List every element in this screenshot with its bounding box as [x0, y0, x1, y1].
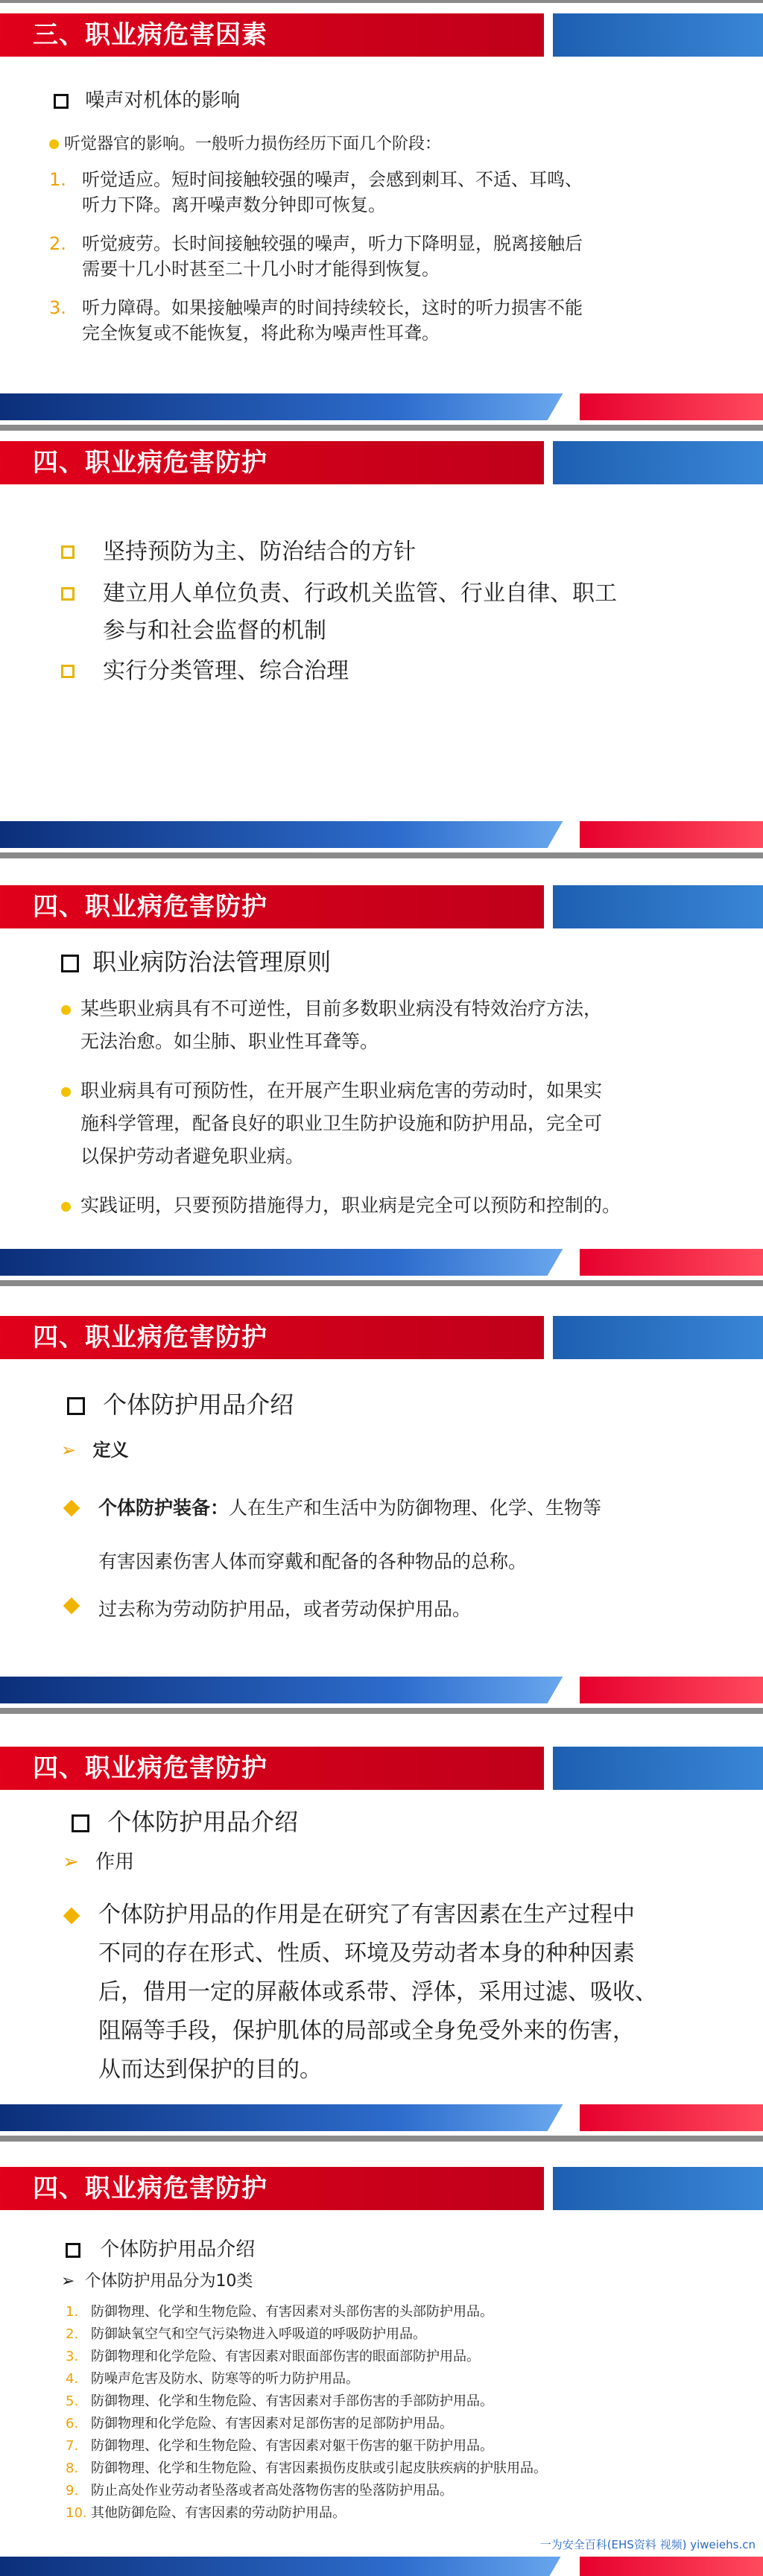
checkbox-square-icon [61, 955, 79, 972]
checkbox-square-icon [54, 94, 69, 109]
list-item: 2. 防御缺氧空气和空气污染物进入呼吸道的呼吸防护用品。 [66, 2326, 426, 2342]
list-item: 3. 防御物理和化学危险、有害因素对眼面部伤害的眼面部防护用品。 [66, 2349, 480, 2364]
subtitle: 噪声对机体的影响 [54, 85, 240, 113]
slide-6 [0, 2142, 763, 2576]
bullet-square-icon [61, 545, 75, 559]
chevron-right-icon: ➢ [63, 1851, 79, 1873]
slide-header [0, 441, 763, 484]
slide-footer-bar [0, 821, 763, 848]
slide-header [0, 13, 763, 57]
slide-title: 四、职业病危害防护 [33, 2174, 267, 2203]
slide-header [0, 1316, 763, 1359]
list-item: 某些职业病具有不可逆性，目前多数职业病没有特效治疗方法， 无法治愈。如尘肺、职业性耳聋等。 [61, 993, 71, 1025]
checkbox-square-icon [67, 1397, 85, 1415]
slide-footer-bar [0, 1677, 763, 1703]
category-list [66, 2301, 547, 2525]
bullet-square-icon [61, 587, 75, 601]
slide-header [0, 2167, 763, 2210]
intro-line: 听觉器官的影响。一般听力损伤经历下面几个阶段： [49, 131, 441, 154]
list-item: 9. 防止高处作业劳动者坠落或者高处落物伤害的坠落防护用品。 [66, 2483, 453, 2499]
bullet-dot-icon [49, 139, 59, 149]
diamond-bullet-icon [63, 1598, 80, 1615]
chevron-label: ➢ 个体防护用品分为10类 [61, 2272, 253, 2291]
slide-title: 四、职业病危害防护 [33, 1753, 267, 1783]
list-item: 过去称为劳动防护用品，或者劳动保护用品。 [66, 1595, 77, 1616]
subtitle: 职业病防治法管理原则 [61, 943, 331, 978]
subtitle: 个体防护用品介绍 [67, 1386, 294, 1420]
bullet-dot-icon [61, 1005, 71, 1015]
list-item: 实行分类管理、综合治理 [61, 653, 75, 690]
chevron-label: ➢ 作用 [63, 1851, 135, 1873]
list-item: 实践证明，只要预防措施得力，职业病是完全可以预防和控制的。 [61, 1189, 71, 1222]
slide-header [0, 885, 763, 928]
chevron-right-icon: ➢ [61, 2272, 75, 2291]
list-item: 6. 防御物理和化学危险、有害因素对足部伤害的足部防护用品。 [66, 2416, 453, 2431]
list-item: 1. 听觉适应。短时间接触较强的噪声，会感到刺耳、不适、耳鸣、 听力下降。离开噪声数分钟即可恢复。 [49, 169, 583, 215]
subtitle: 个体防护用品介绍 [72, 1803, 298, 1838]
slide-footer-bar [0, 2557, 763, 2576]
slide-header [0, 1747, 763, 1790]
slide-footer-bar [0, 393, 763, 420]
checkbox-square-icon [66, 2243, 80, 2258]
slide-title: 四、职业病危害防护 [33, 892, 267, 922]
slide-2 [0, 431, 763, 852]
slide-title: 四、职业病危害防护 [33, 448, 267, 478]
slide-3 [0, 858, 763, 1280]
slide-4 [0, 1286, 763, 1708]
diamond-bullet-icon [63, 1908, 80, 1925]
slide-title: 三、职业病危害因素 [33, 20, 267, 50]
list-item: 建立用人单位负责、行政机关监管、行业自律、职工 参与和社会监督的机制 [61, 575, 75, 613]
list-item: 5. 防御物理、化学和生物危险、有害因素对手部伤害的手部防护用品。 [66, 2393, 493, 2409]
slide-footer-bar [0, 2104, 763, 2131]
chevron-label: ➢ 定义 [61, 1440, 129, 1461]
list-item: 8. 防御物理、化学和生物危险、有害因素损伤皮肤或引起皮肤疾病的护肤用品。 [66, 2461, 547, 2476]
list-item: 坚持预防为主、防治结合的方针 [61, 534, 75, 571]
slide-5 [0, 1714, 763, 2136]
slide-title: 四、职业病危害防护 [33, 1323, 267, 1352]
list-item: 职业病具有可预防性，在开展产生职业病危害的劳动时，如果实 施科学管理，配备良好的职业卫生防护设施和防护用品，完全可 以保护劳动者避免职业病。 [61, 1075, 71, 1140]
list-item: 2. 听觉疲劳。长时间接触较强的噪声，听力下降明显，脱离接触后 需要十几小时甚至二十几小时才能得到恢复。 [49, 233, 583, 279]
list-item: 1. 防御物理、化学和生物危险、有害因素对头部伤害的头部防护用品。 [66, 2304, 493, 2320]
bullet-dot-icon [61, 1087, 71, 1097]
checkbox-square-icon [72, 1814, 89, 1832]
list-item: 3. 听力障碍。如果接触噪声的时间持续较长，这时的听力损害不能 完全恢复或不能恢复，将此称为噪声性耳聋。 [49, 297, 583, 344]
watermark: 一为安全百科(EHS资料 视频) yiweiehs.cn [539, 2538, 756, 2551]
bullet-dot-icon [61, 1202, 71, 1212]
diamond-bullet-icon [63, 1500, 80, 1517]
list-item: 7. 防御物理、化学和生物危险、有害因素对躯干伤害的躯干防护用品。 [66, 2438, 493, 2454]
subtitle: 个体防护用品介绍 [66, 2234, 255, 2262]
list-item: 4. 防噪声危害及防水、防寒等的听力防护用品。 [66, 2371, 359, 2387]
definition: 个体防护装备：人在生产和生活中为防御物理、化学、生物等 有害因素伤害人体而穿戴和配备的各种物品的总称。 [66, 1481, 77, 1535]
bullet-square-icon [61, 665, 75, 678]
paragraph: 个体防护用品的作用是在研究了有害因素在生产过程中 不同的存在形式、性质、环境及劳动者本身的种种因素 后，借用一定的屏蔽体或系带、浮体，采用过滤、吸收、 阻隔等手段，保护肌体的局部或全身免受外来的伤害， 从而达到保护的目的。 [66, 1896, 77, 1934]
list-item: 10. 其他防御危险、有害因素的劳动防护用品。 [66, 2505, 346, 2521]
slide-1 [0, 3, 763, 425]
chevron-right-icon: ➢ [61, 1440, 77, 1461]
slide-footer-bar [0, 1249, 763, 1276]
